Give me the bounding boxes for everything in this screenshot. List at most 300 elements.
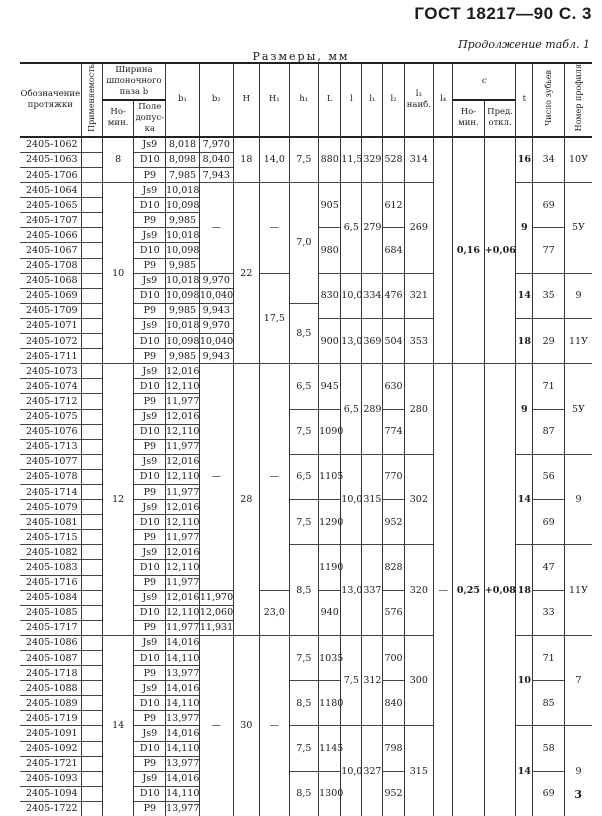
cell-H1: — — [260, 635, 290, 816]
cell-b2: 9,943 — [199, 349, 233, 364]
cell-d: 2405-1079 — [20, 500, 81, 515]
cell-d: 2405-1062 — [20, 137, 81, 153]
cell-tol: D10 — [134, 741, 166, 756]
cell-h1: 6,5 — [289, 364, 319, 409]
cell-d: 2405-1713 — [20, 439, 81, 454]
cell-teeth: 58 — [533, 726, 565, 771]
cell-d: 2405-1068 — [20, 273, 81, 288]
cell-app — [81, 560, 102, 575]
cell-b1: 14,110 — [166, 741, 200, 756]
dimensions-caption: Размеры, мм — [252, 50, 350, 63]
cell-b1: 12,110 — [166, 379, 200, 394]
cell-tol: P9 — [134, 620, 166, 635]
cell-L: 1290 — [319, 500, 341, 545]
cell-H1: — — [260, 183, 290, 274]
cell-L: 980 — [319, 228, 341, 273]
cell-d: 2405-1712 — [20, 394, 81, 409]
cell-b2: — — [199, 635, 233, 816]
cell-profile: 11У — [564, 318, 592, 363]
cell-d: 2405-1075 — [20, 409, 81, 424]
cell-tol: D10 — [134, 696, 166, 711]
cell-tol: D10 — [134, 243, 166, 258]
cell-b1: 8,098 — [166, 152, 200, 167]
cell-t: 14 — [516, 273, 533, 318]
cell-l2: 952 — [383, 500, 404, 545]
cell-app — [81, 183, 102, 198]
cell-b1: 9,985 — [166, 303, 200, 318]
cell-tol: Js9 — [134, 364, 166, 379]
cell-b1: 11,977 — [166, 394, 200, 409]
col-b-nominal: Но-мин. — [102, 100, 134, 137]
cell-app — [81, 409, 102, 424]
cell-b2: 7,970 — [199, 137, 233, 153]
cell-tol: D10 — [134, 515, 166, 530]
col-l: l — [341, 63, 362, 137]
cell-app — [81, 635, 102, 650]
cell-b1: 11,977 — [166, 484, 200, 499]
cell-tol: Js9 — [134, 454, 166, 469]
cell-teeth: 29 — [533, 318, 565, 363]
cell-b_nom: 8 — [102, 137, 134, 183]
cell-b2: 12,060 — [199, 605, 233, 620]
cell-l3: 300 — [404, 635, 434, 726]
cell-H1: 23,0 — [260, 590, 290, 635]
cell-app — [81, 651, 102, 666]
cell-l4 — [434, 137, 453, 364]
cell-t: 9 — [516, 183, 533, 274]
cell-H1: 14,0 — [260, 137, 290, 183]
col-keyway-width: Ширина шпоночного паза b — [102, 63, 165, 100]
cell-d: 2405-1086 — [20, 635, 81, 650]
cell-d: 2405-1715 — [20, 530, 81, 545]
cell-app — [81, 318, 102, 333]
cell-b1: 10,098 — [166, 288, 200, 303]
col-b-tolerance: Поле допус-ка — [134, 100, 166, 137]
col-L: L — [319, 63, 341, 137]
cell-tol: P9 — [134, 258, 166, 273]
col-l3: l₃ наиб. — [404, 63, 434, 137]
cell-app — [81, 228, 102, 243]
col-t: t — [516, 63, 533, 137]
cell-b1: 12,110 — [166, 424, 200, 439]
cell-teeth: 71 — [533, 635, 565, 680]
cell-tol: Js9 — [134, 590, 166, 605]
cell-d: 2405-1067 — [20, 243, 81, 258]
cell-tol: P9 — [134, 575, 166, 590]
cell-app — [81, 469, 102, 484]
cell-teeth: 71 — [533, 364, 565, 409]
cell-h1: 6,5 — [289, 454, 319, 499]
cell-d: 2405-1069 — [20, 288, 81, 303]
cell-L: 830 — [319, 273, 341, 318]
cell-l: 10,0 — [341, 726, 362, 816]
cell-app — [81, 152, 102, 167]
cell-app — [81, 620, 102, 635]
cell-l: 10,0 — [341, 454, 362, 545]
cell-l2: 700 — [383, 635, 404, 680]
cell-tol: D10 — [134, 469, 166, 484]
cell-profile: 5У — [564, 364, 592, 455]
cell-b2: 9,970 — [199, 318, 233, 333]
cell-tol: Js9 — [134, 318, 166, 333]
cell-h1: 8,5 — [289, 771, 319, 816]
cell-l2: 684 — [383, 228, 404, 273]
cell-b1: 11,977 — [166, 575, 200, 590]
cell-l1: 315 — [362, 454, 383, 545]
cell-b1: 7,985 — [166, 168, 200, 183]
cell-app — [81, 681, 102, 696]
cell-l4: — — [434, 364, 453, 816]
cell-app — [81, 213, 102, 228]
cell-tol: P9 — [134, 303, 166, 318]
cell-l1: 369 — [362, 318, 383, 363]
cell-H: 22 — [233, 183, 259, 364]
cell-tol: D10 — [134, 334, 166, 349]
cell-H: 30 — [233, 635, 259, 816]
cell-l2: 952 — [383, 771, 404, 816]
table-row — [20, 137, 592, 153]
col-H1: H₁ — [260, 63, 290, 137]
cell-app — [81, 741, 102, 756]
cell-l1: 279 — [362, 183, 383, 274]
cell-d: 2405-1707 — [20, 213, 81, 228]
cell-d: 2405-1721 — [20, 756, 81, 771]
cell-l1: 337 — [362, 545, 383, 636]
cell-profile: 7 — [564, 635, 592, 726]
col-profile: Номер профиля — [564, 63, 592, 137]
cell-b2: 10,040 — [199, 334, 233, 349]
cell-teeth: 35 — [533, 273, 565, 318]
col-c-nominal: Но-мин. — [453, 100, 485, 137]
cell-l1: 334 — [362, 273, 383, 318]
cell-b1: 14,016 — [166, 771, 200, 786]
cell-app — [81, 500, 102, 515]
cell-d: 2405-1072 — [20, 334, 81, 349]
cell-b2: 7,943 — [199, 168, 233, 183]
cell-h1: 8,5 — [289, 681, 319, 726]
cell-l2: 576 — [383, 590, 404, 635]
cell-app — [81, 545, 102, 560]
cell-tol: P9 — [134, 394, 166, 409]
cell-b_nom: 12 — [102, 364, 134, 636]
cell-d: 2405-1716 — [20, 575, 81, 590]
cell-b1: 14,110 — [166, 696, 200, 711]
cell-l1: 312 — [362, 635, 383, 726]
cell-teeth: 69 — [533, 500, 565, 545]
cell-tol: Js9 — [134, 228, 166, 243]
cell-b1: 13,977 — [166, 666, 200, 681]
cell-H1: 17,5 — [260, 273, 290, 364]
cell-app — [81, 575, 102, 590]
cell-d: 2405-1074 — [20, 379, 81, 394]
cell-l2: 798 — [383, 726, 404, 771]
cell-l3: 269 — [404, 183, 434, 274]
cell-b2: — — [199, 183, 233, 274]
cell-app — [81, 394, 102, 409]
cell-l: 6,5 — [341, 183, 362, 274]
cell-teeth: 69 — [533, 771, 565, 816]
cell-H: 18 — [233, 137, 259, 183]
cell-app — [81, 454, 102, 469]
cell-tol: Js9 — [134, 137, 166, 153]
cell-b1: 12,110 — [166, 560, 200, 575]
cell-l3: 280 — [404, 364, 434, 455]
cell-b2: 10,040 — [199, 288, 233, 303]
cell-l3: 315 — [404, 726, 434, 816]
col-l1: l₁ — [362, 63, 383, 137]
cell-b1: 10,018 — [166, 273, 200, 288]
cell-tol: D10 — [134, 560, 166, 575]
cell-d: 2405-1708 — [20, 258, 81, 273]
cell-app — [81, 786, 102, 801]
cell-tol: D10 — [134, 424, 166, 439]
cell-L: 945 — [319, 364, 341, 409]
cell-app — [81, 771, 102, 786]
cell-teeth: 85 — [533, 681, 565, 726]
cell-L: 1145 — [319, 726, 341, 771]
cell-b1: 14,016 — [166, 681, 200, 696]
cell-profile: 5У — [564, 183, 592, 274]
cell-tol: P9 — [134, 484, 166, 499]
cell-b1: 12,016 — [166, 590, 200, 605]
cell-l3: 320 — [404, 545, 434, 636]
cell-b1: 12,016 — [166, 454, 200, 469]
cell-l: 13,0 — [341, 545, 362, 636]
cell-tol: Js9 — [134, 635, 166, 650]
cell-t: 10 — [516, 635, 533, 726]
cell-L: 1105 — [319, 454, 341, 499]
cell-l: 11,5 — [341, 137, 362, 183]
cell-b_nom: 10 — [102, 183, 134, 364]
cell-teeth: 77 — [533, 228, 565, 273]
cell-app — [81, 379, 102, 394]
cell-h1: 8,5 — [289, 303, 319, 363]
cell-app — [81, 349, 102, 364]
cell-c_dev: +0,08 — [484, 364, 516, 816]
cell-t: 14 — [516, 726, 533, 816]
cell-tol: P9 — [134, 439, 166, 454]
cell-l3: 321 — [404, 273, 434, 318]
cell-c_nom: 0,25 — [453, 364, 485, 816]
cell-b1: 12,110 — [166, 605, 200, 620]
cell-app — [81, 696, 102, 711]
cell-d: 2405-1083 — [20, 560, 81, 575]
cell-d: 2405-1714 — [20, 484, 81, 499]
cell-b1: 10,098 — [166, 243, 200, 258]
cell-app — [81, 801, 102, 816]
cell-tol: P9 — [134, 756, 166, 771]
cell-t: 16 — [516, 137, 533, 183]
cell-b1: 12,110 — [166, 469, 200, 484]
cell-l3: 353 — [404, 318, 434, 363]
col-H: H — [233, 63, 259, 137]
page-number: 3 — [574, 788, 582, 801]
cell-h1: 8,5 — [289, 545, 319, 636]
cell-d: 2405-1078 — [20, 469, 81, 484]
cell-tol: P9 — [134, 801, 166, 816]
col-c: c — [453, 63, 516, 100]
cell-d: 2405-1722 — [20, 801, 81, 816]
cell-tol: Js9 — [134, 771, 166, 786]
cell-l2: 774 — [383, 409, 404, 454]
cell-tol: Js9 — [134, 726, 166, 741]
cell-b1: 12,016 — [166, 364, 200, 379]
cell-app — [81, 439, 102, 454]
cell-tol: Js9 — [134, 500, 166, 515]
cell-H1: — — [260, 364, 290, 590]
cell-d: 2405-1709 — [20, 303, 81, 318]
cell-b2: 11,931 — [199, 620, 233, 635]
cell-app — [81, 726, 102, 741]
cell-l: 13,0 — [341, 318, 362, 363]
cell-d: 2405-1064 — [20, 183, 81, 198]
cell-app — [81, 258, 102, 273]
cell-d: 2405-1066 — [20, 228, 81, 243]
broach-dimensions-table — [20, 62, 592, 816]
cell-tol: P9 — [134, 666, 166, 681]
cell-tol: D10 — [134, 651, 166, 666]
cell-d: 2405-1071 — [20, 318, 81, 333]
cell-b1: 14,016 — [166, 726, 200, 741]
cell-l2: 828 — [383, 545, 404, 590]
cell-c_nom: 0,16 — [453, 137, 485, 364]
cell-l: 7,5 — [341, 635, 362, 726]
col-c-deviation: Пред. откл. — [484, 100, 516, 137]
cell-profile: 9 — [564, 454, 592, 545]
cell-L: 900 — [319, 318, 341, 363]
cell-b1: 8,018 — [166, 137, 200, 153]
cell-b2: 9,943 — [199, 303, 233, 318]
cell-app — [81, 303, 102, 318]
cell-d: 2405-1077 — [20, 454, 81, 469]
cell-d: 2405-1094 — [20, 786, 81, 801]
cell-L: 905 — [319, 183, 341, 228]
cell-tol: D10 — [134, 152, 166, 167]
cell-app — [81, 168, 102, 183]
cell-b1: 10,018 — [166, 183, 200, 198]
cell-app — [81, 515, 102, 530]
cell-profile: 9 — [564, 273, 592, 318]
cell-tol: Js9 — [134, 681, 166, 696]
cell-teeth: 87 — [533, 409, 565, 454]
cell-b1: 13,977 — [166, 801, 200, 816]
cell-app — [81, 424, 102, 439]
cell-tol: P9 — [134, 168, 166, 183]
cell-H: 28 — [233, 364, 259, 636]
cell-app — [81, 364, 102, 379]
cell-tol: P9 — [134, 213, 166, 228]
cell-h1: 7,5 — [289, 137, 319, 183]
cell-app — [81, 288, 102, 303]
cell-d: 2405-1706 — [20, 168, 81, 183]
cell-tol: Js9 — [134, 183, 166, 198]
cell-b1: 12,110 — [166, 515, 200, 530]
col-h1: h₁ — [289, 63, 319, 137]
cell-tol: P9 — [134, 530, 166, 545]
cell-b2: 11,970 — [199, 590, 233, 605]
cell-b2: — — [199, 364, 233, 590]
cell-h1: 7,5 — [289, 726, 319, 771]
cell-d: 2405-1087 — [20, 651, 81, 666]
cell-l1: 329 — [362, 137, 383, 183]
cell-l2: 528 — [383, 137, 404, 183]
cell-h1: 7,5 — [289, 500, 319, 545]
cell-t: 9 — [516, 364, 533, 455]
cell-c_dev: +0,06 — [484, 137, 516, 364]
cell-d: 2405-1093 — [20, 771, 81, 786]
cell-b1: 12,016 — [166, 500, 200, 515]
cell-app — [81, 756, 102, 771]
cell-d: 2405-1073 — [20, 364, 81, 379]
cell-d: 2405-1088 — [20, 681, 81, 696]
cell-L: 880 — [319, 137, 341, 183]
cell-d: 2405-1718 — [20, 666, 81, 681]
cell-b1: 12,016 — [166, 545, 200, 560]
cell-app — [81, 273, 102, 288]
cell-teeth: 69 — [533, 183, 565, 228]
cell-app — [81, 605, 102, 620]
cell-d: 2405-1092 — [20, 741, 81, 756]
cell-b1: 10,018 — [166, 318, 200, 333]
cell-tol: P9 — [134, 711, 166, 726]
col-b1: b₁ — [166, 63, 200, 137]
cell-app — [81, 334, 102, 349]
cell-b2: 9,970 — [199, 273, 233, 288]
cell-L: 1180 — [319, 681, 341, 726]
cell-app — [81, 530, 102, 545]
cell-d: 2405-1082 — [20, 545, 81, 560]
col-l4: l₄ — [434, 63, 453, 137]
cell-b1: 10,098 — [166, 334, 200, 349]
cell-app — [81, 711, 102, 726]
cell-d: 2405-1089 — [20, 696, 81, 711]
cell-app — [81, 137, 102, 153]
cell-d: 2405-1076 — [20, 424, 81, 439]
cell-d: 2405-1063 — [20, 152, 81, 167]
cell-b1: 12,016 — [166, 409, 200, 424]
table-body — [20, 137, 592, 816]
cell-b1: 13,977 — [166, 756, 200, 771]
cell-tol: D10 — [134, 198, 166, 213]
cell-teeth: 33 — [533, 590, 565, 635]
cell-l3: 314 — [404, 137, 434, 183]
cell-L: 1090 — [319, 409, 341, 454]
cell-d: 2405-1717 — [20, 620, 81, 635]
cell-b1: 9,985 — [166, 213, 200, 228]
cell-tol: Js9 — [134, 545, 166, 560]
cell-app — [81, 243, 102, 258]
cell-L: 1035 — [319, 635, 341, 680]
cell-l2: 504 — [383, 318, 404, 363]
cell-l2: 476 — [383, 273, 404, 318]
cell-l1: 289 — [362, 364, 383, 455]
cell-tol: Js9 — [134, 409, 166, 424]
cell-t: 18 — [516, 545, 533, 636]
cell-l: 10,0 — [341, 273, 362, 318]
cell-app — [81, 666, 102, 681]
col-designation: Обозначение протяжки — [20, 63, 81, 137]
cell-l: 6,5 — [341, 364, 362, 455]
col-teeth: Число зубьев — [533, 63, 565, 137]
cell-d: 2405-1719 — [20, 711, 81, 726]
cell-d: 2405-1081 — [20, 515, 81, 530]
cell-profile: 9 — [564, 726, 592, 816]
cell-tol: P9 — [134, 349, 166, 364]
cell-d: 2405-1711 — [20, 349, 81, 364]
cell-b1: 13,977 — [166, 711, 200, 726]
cell-profile: 11У — [564, 545, 592, 636]
cell-h1: 7,5 — [289, 409, 319, 454]
